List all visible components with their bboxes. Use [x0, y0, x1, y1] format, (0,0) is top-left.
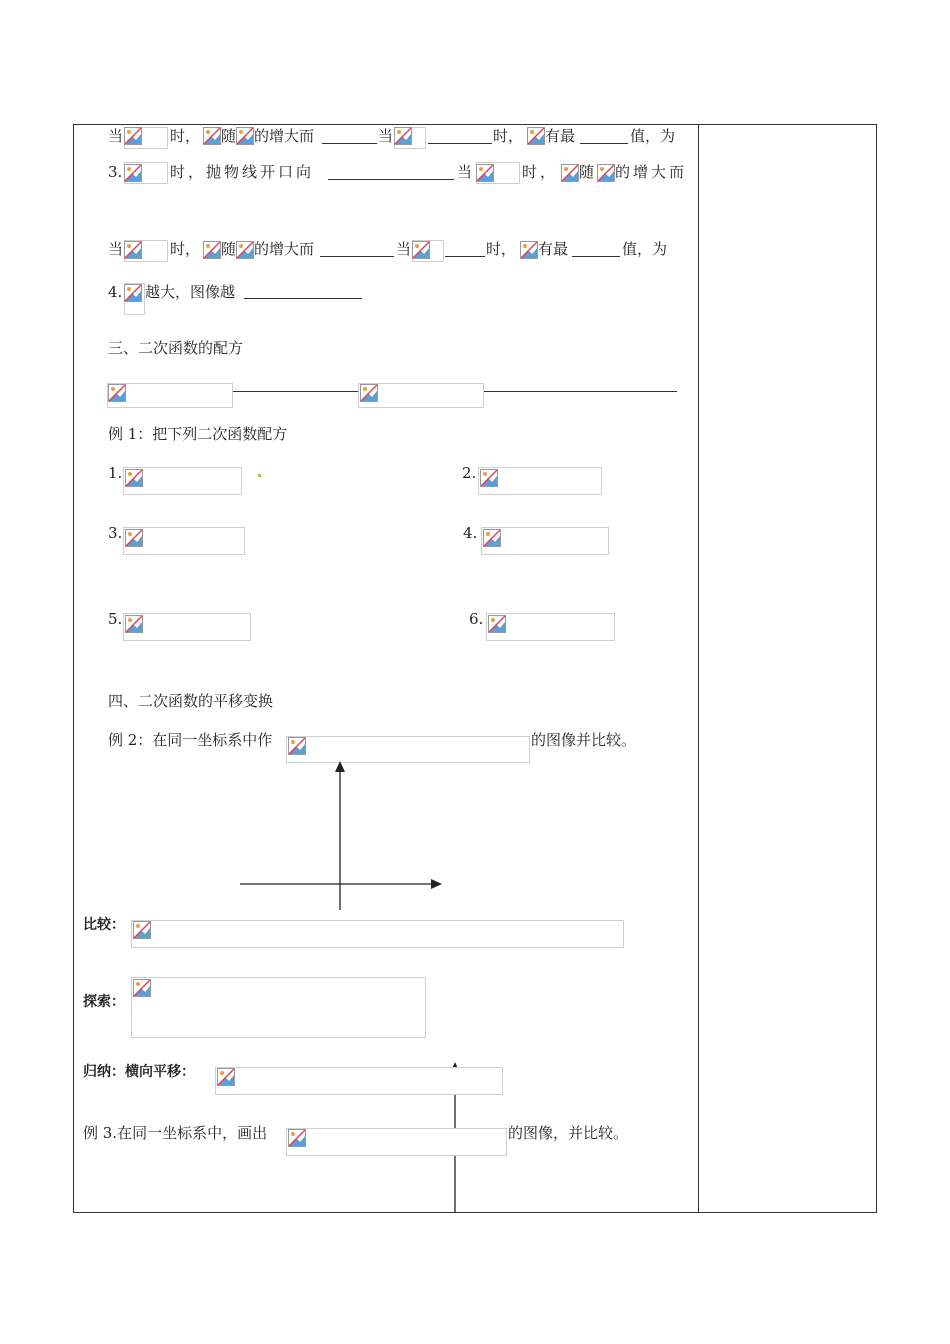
broken-image-icon	[217, 1068, 235, 1086]
induce-label: 归纳：横向平移：	[83, 1064, 195, 1080]
broken-image-icon	[597, 164, 615, 182]
text: 值，为	[622, 240, 668, 258]
formula-image	[131, 920, 624, 948]
text: 的图像并比较。	[531, 731, 637, 749]
broken-image-icon	[288, 1129, 306, 1147]
text: 的增大而	[254, 240, 315, 258]
text: 当	[457, 163, 473, 181]
text: 时，	[522, 163, 559, 181]
example-title: 例 3.在同一坐标系中，画出	[83, 1124, 268, 1142]
broken-image-icon	[476, 164, 494, 182]
broken-image-icon	[236, 127, 254, 145]
item-number: 4.	[463, 524, 478, 542]
text: 当	[108, 240, 124, 258]
answer-blank[interactable]	[328, 179, 454, 180]
answer-blank[interactable]	[320, 256, 394, 257]
broken-image-icon	[394, 127, 412, 145]
text: 当	[396, 240, 412, 258]
broken-image-icon	[561, 164, 579, 182]
section-title: 三、二次函数的配方	[108, 339, 244, 357]
text: 越大，图像越	[145, 283, 236, 301]
formula-image	[286, 736, 530, 763]
answer-blank[interactable]	[244, 298, 362, 299]
text: 随	[221, 127, 237, 145]
item-number: 2.	[462, 464, 477, 482]
text: 的增大而	[254, 127, 315, 145]
answer-blank[interactable]	[233, 391, 358, 392]
column-divider	[698, 124, 699, 1213]
broken-image-icon	[125, 469, 143, 487]
broken-image-icon	[527, 127, 545, 145]
text: 值，为	[630, 127, 676, 145]
broken-image-icon	[288, 737, 306, 755]
broken-image-icon	[412, 241, 430, 259]
text: 当	[378, 127, 394, 145]
broken-image-icon	[236, 241, 254, 259]
broken-image-icon	[203, 241, 221, 259]
broken-image-icon	[520, 241, 538, 259]
explore-label: 探索：	[83, 994, 125, 1010]
text: 随	[221, 240, 237, 258]
broken-image-icon	[124, 164, 142, 182]
text: 3.	[108, 163, 123, 181]
text: 当	[108, 127, 124, 145]
example-title: 例 2：在同一坐标系中作	[108, 731, 273, 749]
broken-image-icon	[124, 241, 142, 259]
broken-image-icon	[480, 469, 498, 487]
broken-image-icon	[124, 127, 142, 145]
formula-image	[131, 977, 426, 1038]
item-number: 6.	[469, 610, 484, 628]
text: 时，	[486, 240, 517, 258]
text: 时，抛物线开口向	[170, 163, 315, 181]
text: 4.	[108, 283, 123, 301]
broken-image-icon	[203, 127, 221, 145]
text: 时，	[493, 127, 524, 145]
broken-image-icon	[125, 529, 143, 547]
broken-image-icon	[125, 615, 143, 633]
answer-blank[interactable]	[580, 143, 628, 144]
text: 随	[579, 163, 595, 181]
broken-image-icon	[133, 979, 151, 997]
example-title: 例 1：把下列二次函数配方	[108, 425, 288, 443]
text: 的图像，并比较。	[508, 1124, 629, 1142]
broken-image-icon	[124, 284, 142, 302]
formula-image	[286, 1128, 507, 1156]
compare-label: 比较：	[83, 917, 125, 933]
broken-image-icon	[108, 384, 126, 402]
answer-blank[interactable]	[572, 256, 620, 257]
text: 有最	[538, 240, 569, 258]
formula-image	[215, 1067, 503, 1095]
answer-blank[interactable]	[484, 391, 677, 392]
broken-image-icon	[488, 615, 506, 633]
answer-blank[interactable]	[428, 143, 492, 144]
answer-blank[interactable]	[322, 143, 377, 144]
text: 的增大而	[615, 163, 688, 181]
text: 时，	[170, 240, 201, 258]
text: 有最	[545, 127, 576, 145]
broken-image-icon	[483, 529, 501, 547]
item-number: 5.	[108, 610, 123, 628]
section-title: 四、二次函数的平移变换	[108, 692, 274, 710]
answer-blank[interactable]	[445, 256, 485, 257]
broken-image-icon	[360, 384, 378, 402]
item-number: 3.	[108, 524, 123, 542]
broken-image-icon	[133, 921, 151, 939]
dot-mark	[258, 474, 261, 477]
item-number: 1.	[108, 464, 123, 482]
text: 时，	[170, 127, 201, 145]
